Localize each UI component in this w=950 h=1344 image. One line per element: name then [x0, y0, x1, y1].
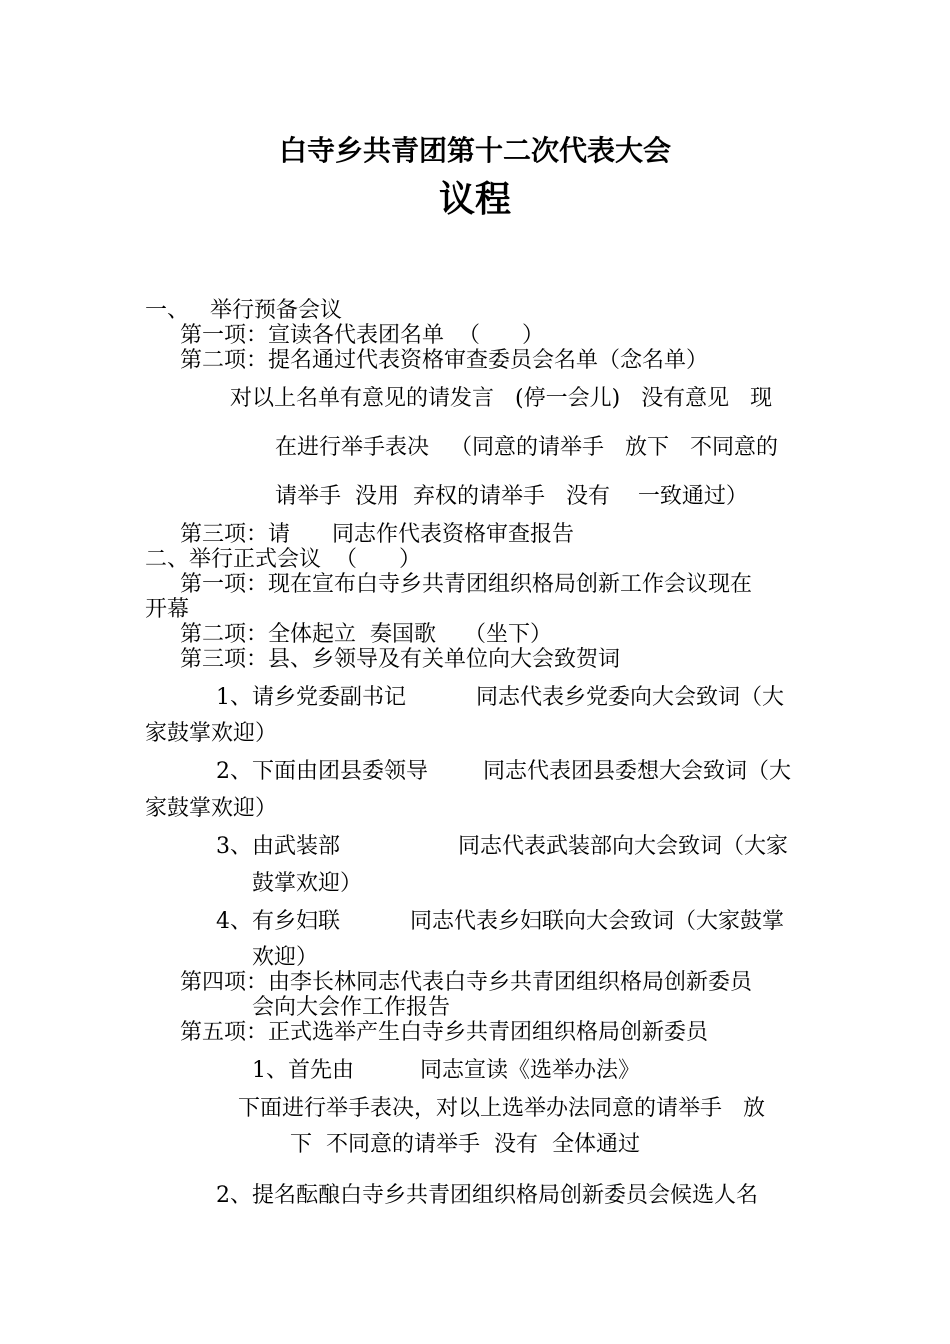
agenda-text: 鼓掌欢迎） — [252, 871, 363, 896]
speech-item-text: 同志代表乡党委向大会致词（大 — [476, 685, 785, 710]
agenda-text: 开幕 — [145, 597, 190, 622]
section-heading: 一、 举行预备会议 — [145, 298, 342, 323]
agenda-text: 在进行举手表决 （同意的请举手 放下 不同意的 — [275, 435, 778, 460]
speech-item-text: 同志代表乡妇联向大会致词（大家鼓掌 — [410, 909, 785, 934]
speech-item: 3、由武装部 — [216, 834, 340, 859]
agenda-item: 第一项：现在宣布白寺乡共青团组织格局创新工作会议现在 — [180, 572, 753, 597]
agenda-item: 第三项：请 同志作代表资格审查报告 — [180, 522, 574, 547]
agenda-text: 对以上名单有意见的请发言 (停一会儿) 没有意见 现 — [230, 386, 773, 411]
agenda-item: 第五项：正式选举产生白寺乡共青团组织格局创新委员 — [180, 1020, 709, 1045]
agenda-text: 下 不同意的请举手 没有 全体通过 — [290, 1132, 640, 1157]
speech-item: 1、请乡党委副书记 — [216, 685, 406, 710]
speech-item: 4、有乡妇联 — [216, 909, 340, 934]
document-title: 白寺乡共青团第十二次代表大会 — [278, 134, 671, 167]
agenda-item: 第二项：提名通过代表资格审查委员会名单（念名单） — [180, 348, 709, 373]
agenda-text: 下面进行举手表决，对以上选举办法同意的请举手 放 — [238, 1096, 765, 1121]
agenda-text: 欢迎） — [252, 945, 319, 970]
document-subtitle: 议程 — [438, 179, 511, 220]
speech-item-text: 同志代表团县委想大会致词（大 — [483, 759, 792, 784]
agenda-item: 第一项：宣读各代表团名单 （ ） — [180, 323, 544, 348]
agenda-item: 第三项：县、乡领导及有关单位向大会致贺词 — [180, 647, 621, 672]
speech-item-text: 同志代表武装部向大会致词（大家 — [458, 834, 789, 859]
agenda-item: 第四项：由李长林同志代表白寺乡共青团组织格局创新委员 — [180, 970, 753, 995]
election-item: 2、提名酝酿白寺乡共青团组织格局创新委员会候选人名 — [216, 1183, 758, 1208]
section-heading: 二、举行正式会议 （ ） — [145, 547, 421, 572]
election-item-text: 同志宣读《选举办法》 — [420, 1058, 641, 1083]
agenda-item: 第二项：全体起立 奏国歌 （坐下） — [180, 622, 552, 647]
agenda-text: 家鼓掌欢迎） — [145, 796, 278, 821]
agenda-text: 家鼓掌欢迎） — [145, 721, 278, 746]
election-item: 1、首先由 — [252, 1058, 354, 1083]
agenda-text: 会向大会作工作报告 — [252, 995, 451, 1020]
agenda-text: 请举手 没用 弃权的请举手 没有 一致通过） — [275, 484, 748, 509]
speech-item: 2、下面由团县委领导 — [216, 759, 428, 784]
